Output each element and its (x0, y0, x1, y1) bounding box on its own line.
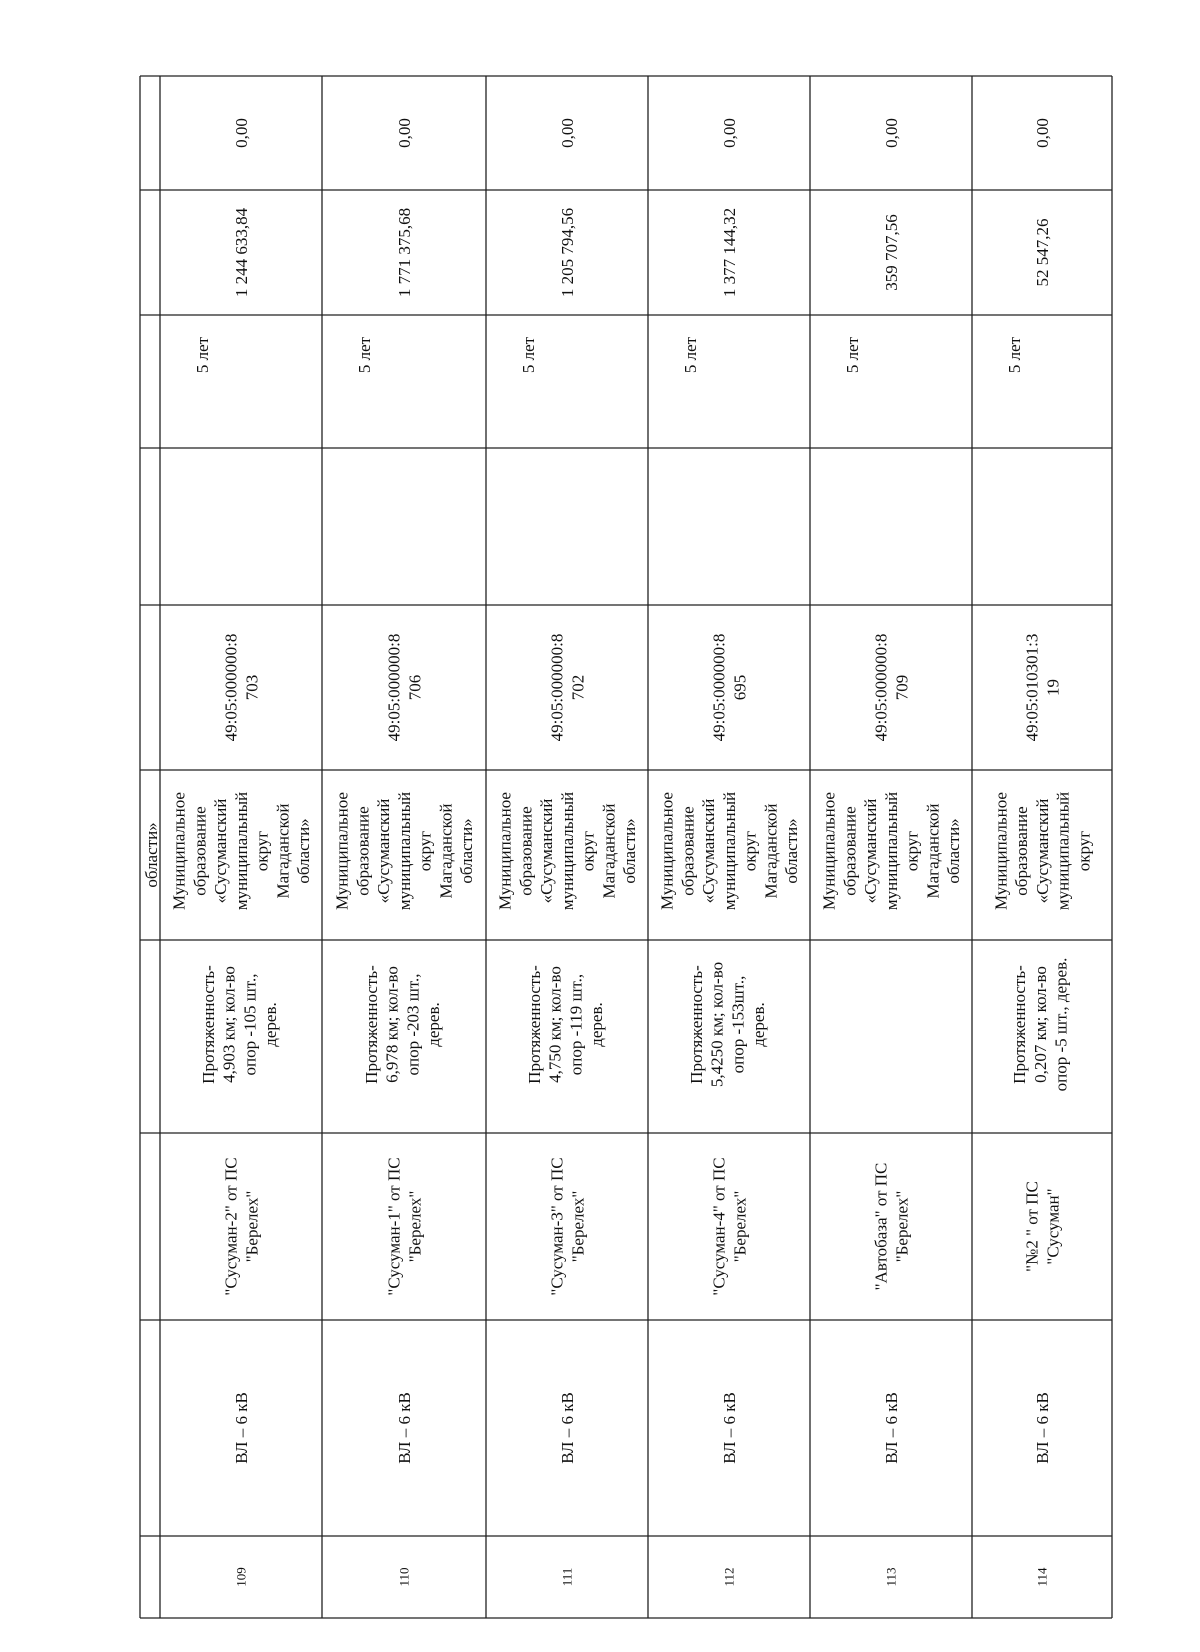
row-109-type (232, 1392, 251, 1464)
number-line: 110 (396, 1567, 412, 1587)
owner-line: Магаданской (599, 803, 619, 899)
row-110-name (385, 1157, 425, 1295)
cadastral-line: 703 (242, 674, 262, 701)
value-line: 1 377 144,32 (719, 207, 739, 298)
owner-line: образование (840, 806, 860, 896)
table-texts (142, 118, 1093, 1587)
cadastral-line: 709 (892, 674, 912, 701)
row-114-cadastral (1023, 634, 1063, 742)
row-112-name (710, 1157, 750, 1295)
row-111-value (558, 208, 577, 297)
owner-line: области» (457, 818, 477, 884)
name-line: "Сусуман-3" от ПС (547, 1157, 567, 1296)
residual-line: 0,00 (719, 118, 739, 148)
row-112-value (720, 208, 739, 297)
specs-line: дерев. (424, 1002, 444, 1047)
row-109-specs (199, 965, 280, 1084)
owner-line: муниципальный (1053, 791, 1073, 911)
cadastral-line: 49:05:000000:8 (547, 633, 567, 742)
row-114-name (1023, 1181, 1063, 1272)
row-111-cadastral (548, 634, 588, 742)
number-line: 113 (883, 1567, 899, 1587)
term-line: 5 лет (192, 336, 212, 374)
owner-line: области» (294, 818, 314, 884)
name-line: "Сусуман-4" от ПС (709, 1157, 729, 1296)
owner-line: Магаданской (273, 803, 293, 899)
specs-line: Протяженность- (198, 965, 218, 1084)
row-114-number (1035, 1567, 1050, 1587)
specs-line: опор -105 шт., (240, 973, 260, 1076)
name-line: "Берелех" (242, 1190, 262, 1263)
row-110-type (395, 1392, 414, 1464)
row-110-term (355, 336, 374, 373)
owner-line: Магаданской (761, 803, 781, 899)
row-109-cadastral (222, 634, 262, 742)
type-line: ВЛ – 6 кВ (231, 1392, 251, 1464)
row-110-value (395, 208, 414, 297)
name-line: "Берелех" (568, 1190, 588, 1263)
name-line: "Сусуман" (1043, 1188, 1063, 1265)
specs-line: опор -153шт., (728, 975, 748, 1074)
cadastral-line: 49:05:000000:8 (709, 633, 729, 742)
row-110-owner (333, 792, 476, 910)
owner-line: «Сусуманский (537, 798, 557, 904)
specs-line: опор -203 шт., (403, 973, 423, 1076)
term-line: 5 лет (680, 336, 700, 374)
value-line: 359 707,56 (881, 214, 901, 291)
owner-line: Муниципальное (657, 792, 677, 910)
row-112-residual (720, 118, 739, 148)
specs-line: 4,903 км; кол-во (219, 966, 239, 1083)
row-111-number (560, 1568, 575, 1587)
row-110-specs (362, 965, 443, 1084)
name-line: "Сусуман-1" от ПС (384, 1157, 404, 1296)
row-112-specs (687, 962, 768, 1087)
value-line: 1 771 375,68 (394, 207, 414, 298)
owner-line: образование (353, 806, 373, 896)
cadastral-line: 702 (568, 674, 588, 701)
cadastral-line: 49:05:000000:8 (871, 633, 891, 742)
owner-line: «Сусуманский (374, 798, 394, 904)
specs-line: 0,207 км; кол-во (1030, 966, 1050, 1083)
row-109-name (222, 1157, 262, 1295)
row-110-residual (395, 118, 414, 148)
row-113-name (872, 1163, 912, 1291)
owner-line: «Сусуманский (699, 798, 719, 904)
row-113-value (882, 214, 901, 291)
row-111-specs (525, 965, 606, 1084)
row-112-term (681, 336, 700, 373)
row-112-number (722, 1567, 737, 1586)
value-line: 1 205 794,56 (557, 207, 577, 298)
cadastral-line: 49:05:000000:8 (384, 633, 404, 742)
type-line: ВЛ – 6 кВ (394, 1392, 414, 1464)
owner-line: муниципальный (231, 791, 251, 911)
row-113-type (882, 1392, 901, 1464)
specs-line: 5,4250 км; кол-во (707, 961, 727, 1088)
name-line: "№2 " от ПС (1022, 1181, 1042, 1272)
row-109-residual (232, 118, 251, 148)
residual-line: 0,00 (881, 118, 901, 148)
specs-line: Протяженность- (1010, 965, 1030, 1084)
owner-line: Муниципальное (332, 792, 352, 910)
row-111-residual (558, 118, 577, 148)
row-111-owner (496, 792, 639, 910)
specs-line: Протяженность- (361, 965, 381, 1084)
row-114-specs (1010, 958, 1070, 1092)
residual-line: 0,00 (231, 118, 251, 148)
row-113-term (843, 336, 862, 373)
row-110-number (397, 1567, 412, 1586)
cadastral-line: 19 (1043, 679, 1063, 696)
row-109-value (232, 207, 251, 297)
specs-line: дерев. (261, 1002, 281, 1047)
owner-line: муниципальный (394, 791, 414, 911)
type-line: ВЛ – 6 кВ (557, 1392, 577, 1464)
owner-line: Муниципальное (819, 792, 839, 910)
cadastral-line: 695 (730, 674, 750, 701)
owner-line: «Сусуманский (861, 798, 881, 904)
specs-line: Протяженность- (686, 965, 706, 1084)
owner-line: округ (578, 830, 598, 872)
row-114-value (1033, 219, 1052, 287)
value-line: 1 244 633,84 (231, 207, 251, 298)
row-110-cadastral (385, 634, 425, 742)
owner-line: муниципальный (881, 791, 901, 911)
term-line: 5 лет (1004, 336, 1024, 374)
owner-line: образование (190, 806, 210, 896)
row-112-type (720, 1392, 739, 1464)
cadastral-line: 49:05:010301:3 (1022, 633, 1042, 742)
row-111-term (519, 336, 538, 373)
row-114-type (1033, 1392, 1052, 1464)
row-114-residual (1033, 118, 1052, 148)
owner-line: округ (415, 830, 435, 872)
name-line: "Берелех" (892, 1190, 912, 1263)
specs-line: дерев. (587, 1002, 607, 1047)
row-114-owner (991, 792, 1093, 910)
owner-line: области» (782, 818, 802, 884)
specs-line: Протяженность- (524, 965, 544, 1084)
term-line: 5 лет (518, 336, 538, 374)
type-line: ВЛ – 6 кВ (719, 1392, 739, 1464)
value-line: 52 547,26 (1032, 218, 1052, 287)
owner-carryover-text: области» (142, 822, 161, 888)
residual-line: 0,00 (1032, 118, 1052, 148)
name-line: "Берелех" (405, 1190, 425, 1263)
name-line: "Автобаза" от ПС (871, 1162, 891, 1291)
row-113-cadastral (872, 634, 912, 742)
number-line: 112 (721, 1567, 737, 1587)
owner-line: Муниципальное (991, 792, 1011, 910)
residual-line: 0,00 (557, 118, 577, 148)
owner-line: образование (1012, 806, 1032, 896)
row-111-type (558, 1392, 577, 1464)
term-line: 5 лет (842, 336, 862, 374)
owner-line: образование (516, 806, 536, 896)
term-line: 5 лет (354, 336, 374, 374)
owner-line: области» (944, 818, 964, 884)
owner-line: «Сусуманский (1032, 798, 1052, 904)
specs-line: дерев. (749, 1002, 769, 1047)
owner-line: округ (1074, 830, 1094, 872)
row-109-number (234, 1567, 249, 1587)
row-109-term (193, 336, 212, 373)
residual-line: 0,00 (394, 118, 414, 148)
type-line: ВЛ – 6 кВ (1032, 1392, 1052, 1464)
cadastral-line: 49:05:000000:8 (221, 633, 241, 742)
row-109-owner (170, 792, 313, 910)
owner-line: Муниципальное (169, 792, 189, 910)
specs-line: опор -5 шт., дерев. (1051, 957, 1071, 1092)
specs-line: опор -119 шт., (566, 973, 586, 1076)
row-111-name (548, 1157, 588, 1295)
number-line: 109 (233, 1567, 249, 1587)
cadastral-line: 706 (405, 674, 425, 701)
owner-line: области» (620, 818, 640, 884)
type-line: ВЛ – 6 кВ (881, 1392, 901, 1464)
owner-carryover (142, 822, 161, 887)
owner-line: Магаданской (436, 803, 456, 899)
row-112-cadastral (710, 634, 750, 742)
number-line: 111 (559, 1567, 575, 1587)
owner-line: округ (252, 830, 272, 872)
row-113-owner (820, 792, 963, 910)
row-113-number (884, 1567, 899, 1586)
name-line: "Сусуман-2" от ПС (221, 1157, 241, 1296)
owner-line: «Сусуманский (211, 798, 231, 904)
owner-line: Муниципальное (495, 792, 515, 910)
owner-line: округ (902, 830, 922, 872)
specs-line: 4,750 км; кол-во (545, 966, 565, 1083)
row-112-owner (658, 792, 801, 910)
owner-line: образование (678, 806, 698, 896)
number-line: 114 (1034, 1567, 1050, 1587)
row-114-term (1005, 336, 1024, 373)
row-113-residual (882, 118, 901, 148)
owner-line: муниципальный (557, 791, 577, 911)
owner-line: Магаданской (923, 803, 943, 899)
owner-line: муниципальный (719, 791, 739, 911)
name-line: "Берелех" (730, 1190, 750, 1263)
specs-line: 6,978 км; кол-во (382, 966, 402, 1083)
owner-line: округ (740, 830, 760, 872)
